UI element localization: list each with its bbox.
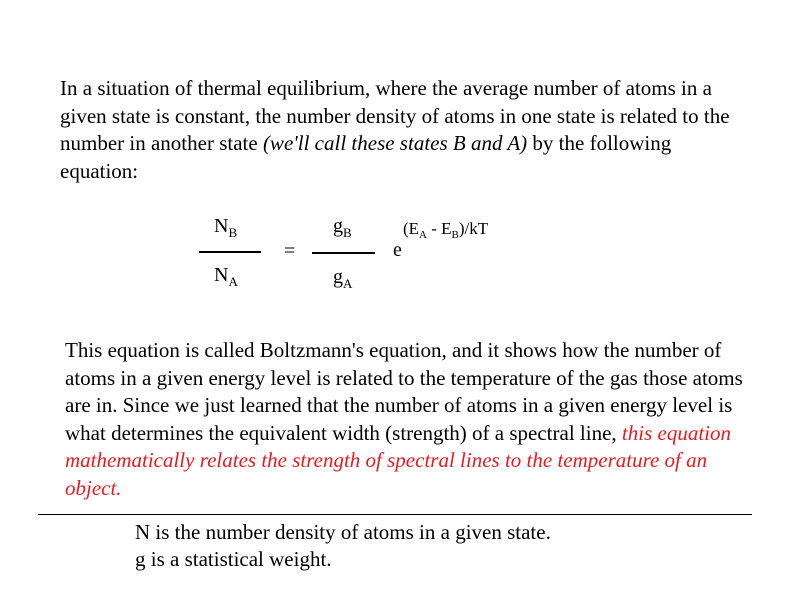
intro-text-end: by the following equation: <box>60 131 672 183</box>
lhs-numerator: $N_B$ <box>214 215 238 240</box>
exponent-base: e <box>393 239 402 261</box>
exponent: $(E_A - E_B)/kT$ <box>403 219 489 241</box>
explanation-highlight: this equation mathematically relates the strength of spectral lines to the temperature of an object. <box>65 420 731 500</box>
intro-italic-text: (we'll call these states B and A) <box>262 131 528 156</box>
lhs-fraction-bar <box>199 251 261 253</box>
lhs-denominator: $N_A$ <box>214 264 238 289</box>
rhs-numerator: $g_B$ <box>333 215 352 240</box>
equals-sign: = <box>284 240 296 262</box>
explanation-text: This equation is called Boltzmann's equation, and it shows how the number of atoms in a given energy level is related to the temperature of the gas those atoms are in. Since we just learned that the number of atoms in a given energy level is what determines the equivalent width (strength) of a spectral line, <box>65 338 743 445</box>
note-g-definition: g is a statistical weight. <box>135 547 332 571</box>
rhs-fraction-bar <box>312 252 375 254</box>
divider <box>38 514 752 515</box>
intro-text: In a situation of thermal equilibrium, where the average number of atoms in a given state is constant, the number density of atoms in one state is related to the number in another state <box>60 76 730 156</box>
intro-paragraph <box>60 75 740 185</box>
note-n-definition: N is the number density of atoms in a given state. <box>135 520 551 544</box>
explanation-paragraph <box>65 337 765 503</box>
rhs-denominator: $g_A$ <box>333 266 353 291</box>
